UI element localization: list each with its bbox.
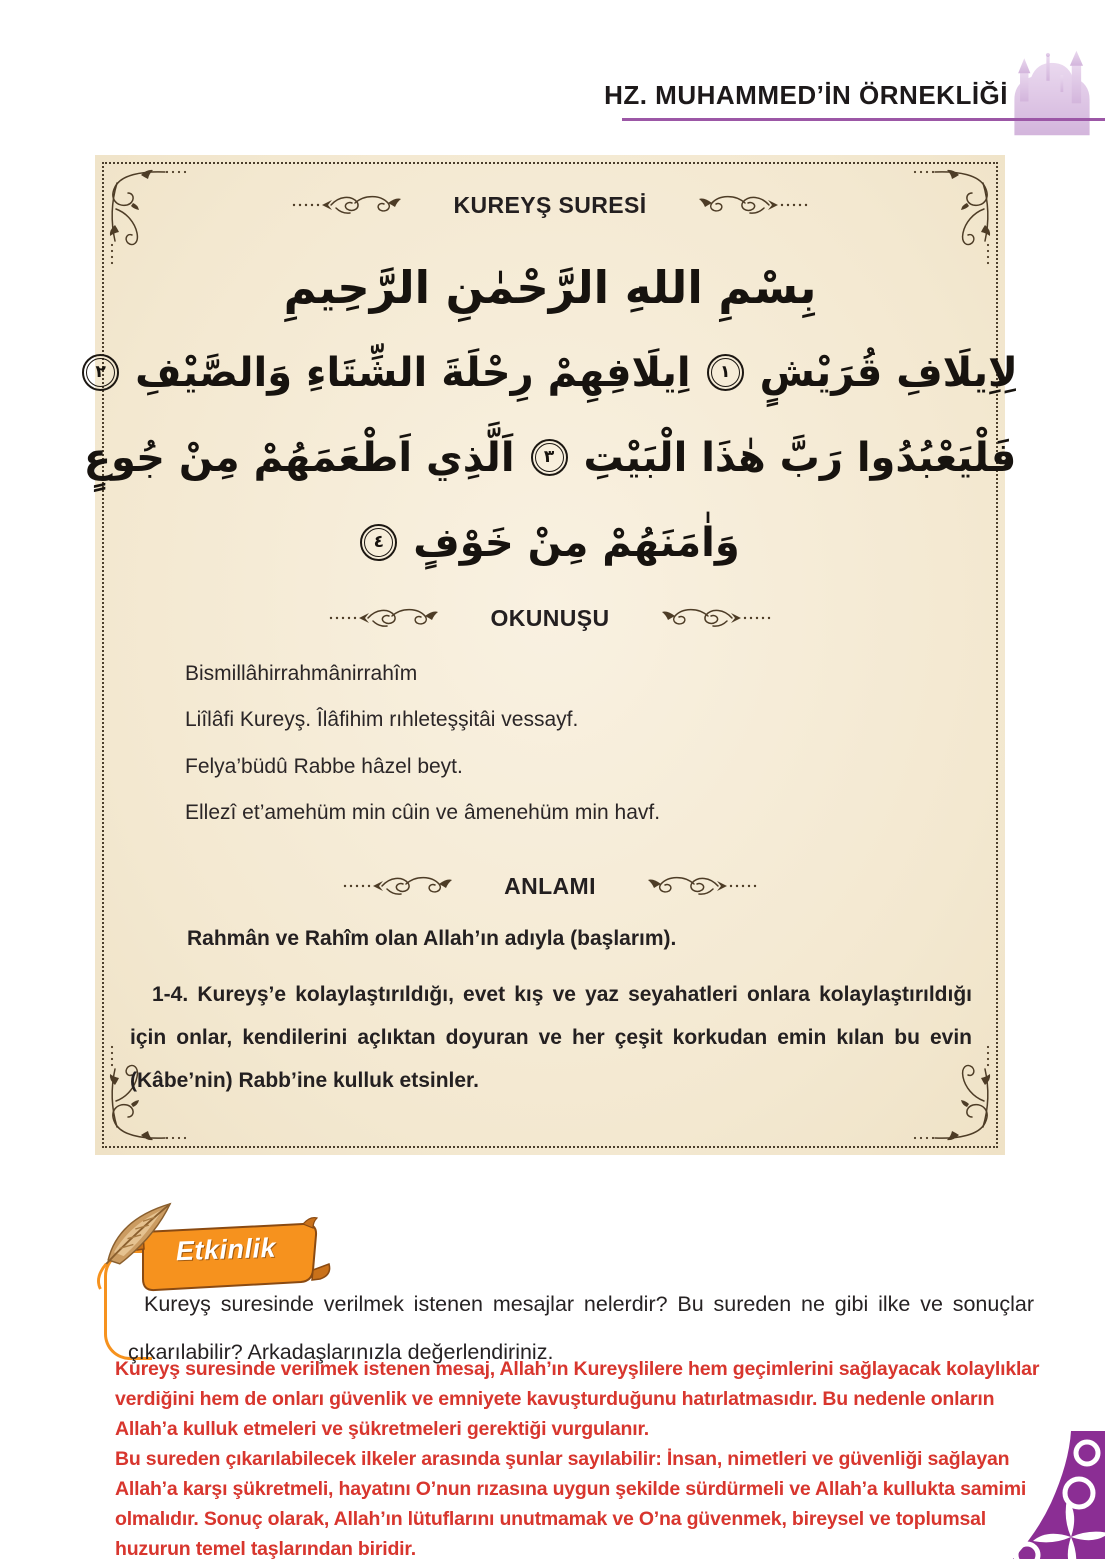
basmala-text: بِسْمِ اللهِ الرَّحْمٰنِ الرَّحِيمِ [283,261,817,314]
sura-title: KUREYŞ SURESİ [453,191,647,218]
corner-ornament-icon [1013,1431,1105,1559]
transliteration-line: Bismillâhirrahmânirrahîm [185,662,418,685]
ayah-marker-3: ٣ [531,439,568,476]
activity-banner-label: Etkinlik [175,1232,277,1267]
arabic-verses [83,245,1018,597]
ayah-marker-1: ١ [707,354,744,391]
sura-box [83,155,1018,1155]
transliteration-line: Felya’büdû Rabbe hâzel beyt. [185,755,463,778]
ayah-marker-2: ٢ [82,354,119,391]
verse-4a-text: اَلَّذِي اَطْعَمَهُمْ مِنْ جُوعٍ [83,434,515,481]
verse-3-text: فَلْيَعْبُدُوا رَبَّ هٰذَا الْبَيْتِ [583,434,1017,481]
verse-line-3-4a [83,415,1017,500]
verse-2-text: اِيلَافِهِمْ رِحْلَةَ الشِّتَاءِ وَالصَّيْفِ [135,349,691,396]
flourish-icon [328,605,440,631]
verse-4b-text: وَاٰمَنَهُمْ مِنْ خَوْفٍ [413,519,740,566]
flourish-icon [291,192,403,218]
flourish-icon [697,192,809,218]
ayah-marker-4: ٤ [360,524,397,561]
anlami-heading: ANLAMI [504,872,596,899]
verse-line-1-2 [95,330,1018,415]
page-title: HZ. MUHAMMED’İN ÖRNEKLİĞİ [604,80,1008,110]
okunusu-heading: OKUNUŞU [490,604,610,631]
feather-icon [90,1198,198,1290]
okunusu-heading-row [95,603,1005,633]
meaning-paragraph: 1-4. Kureyş’e kolaylaştırıldığı, evet kış ve yaz seyahatleri onlara kolaylaştırıldığı için onlar, kendilerini açlıktan doyuran ve her çeşit korkudan emin kılan bu evin (Kâbe’nin) Rabb’ine kulluk etsinler. [130,983,972,1092]
activity-answer [115,1354,1057,1564]
activity-question: Kureyş suresinde verilmek istenen mesajlar nelerdir? Bu sureden ne gibi ilke ve sonuçlar çıkarılabilir? Arkadaşlarınızla değerlendiriniz. [128,1292,1034,1364]
basmala-line [140,245,960,330]
flourish-icon [660,605,772,631]
transliteration-line: Ellezî et’amehüm min cûin ve âmenehüm min havf. [185,801,661,824]
mosque-icon [1005,50,1099,136]
answer-paragraph: Kureyş suresinde verilmek istenen mesaj, Allah’ın Kureyşlilere hem geçimlerini sağlayacak kolaylıklar verdiğini hem de onları güvenlik ve emniyete kavuşturduğunu hatırlatmasıdır. Bu nedenle onların Allah’a kulluk etmeleri ve şükretmeleri gerektiği vurgulanır. [115,1358,1040,1440]
verse-1-text: لِاِيلَافِ قُرَيْشٍ [759,349,1018,396]
sura-title-row [95,190,1005,220]
flourish-icon [646,873,758,899]
flourish-icon [342,873,454,899]
anlami-heading-row [95,871,1005,901]
header-divider [622,118,1105,121]
meaning-intro: Rahmân ve Rahîm olan Allah’ın adıyla (başlarım). [187,927,677,950]
verse-line-4b [140,500,960,585]
transliteration-line: Liîlâfi Kureyş. Îlâfihim rıhleteşşitâi vessayf. [185,708,579,731]
answer-paragraph: Bu sureden çıkarılabilecek ilkeler arasında şunlar sayılabilir: İnsan, nimetleri ve güvenliği sağlayan Allah’a karşı şükretmeli, hayatını O’nun rızasına uygun şekilde sürdürmeli ve Allah’a kullukta samimi olmalıdır. Sonuç olarak, Allah’ın lütuflarını unutmamak ve O’na güvenmek, bireysel ve toplumsal huzurun temel taşlarından biridir. [115,1448,1027,1560]
